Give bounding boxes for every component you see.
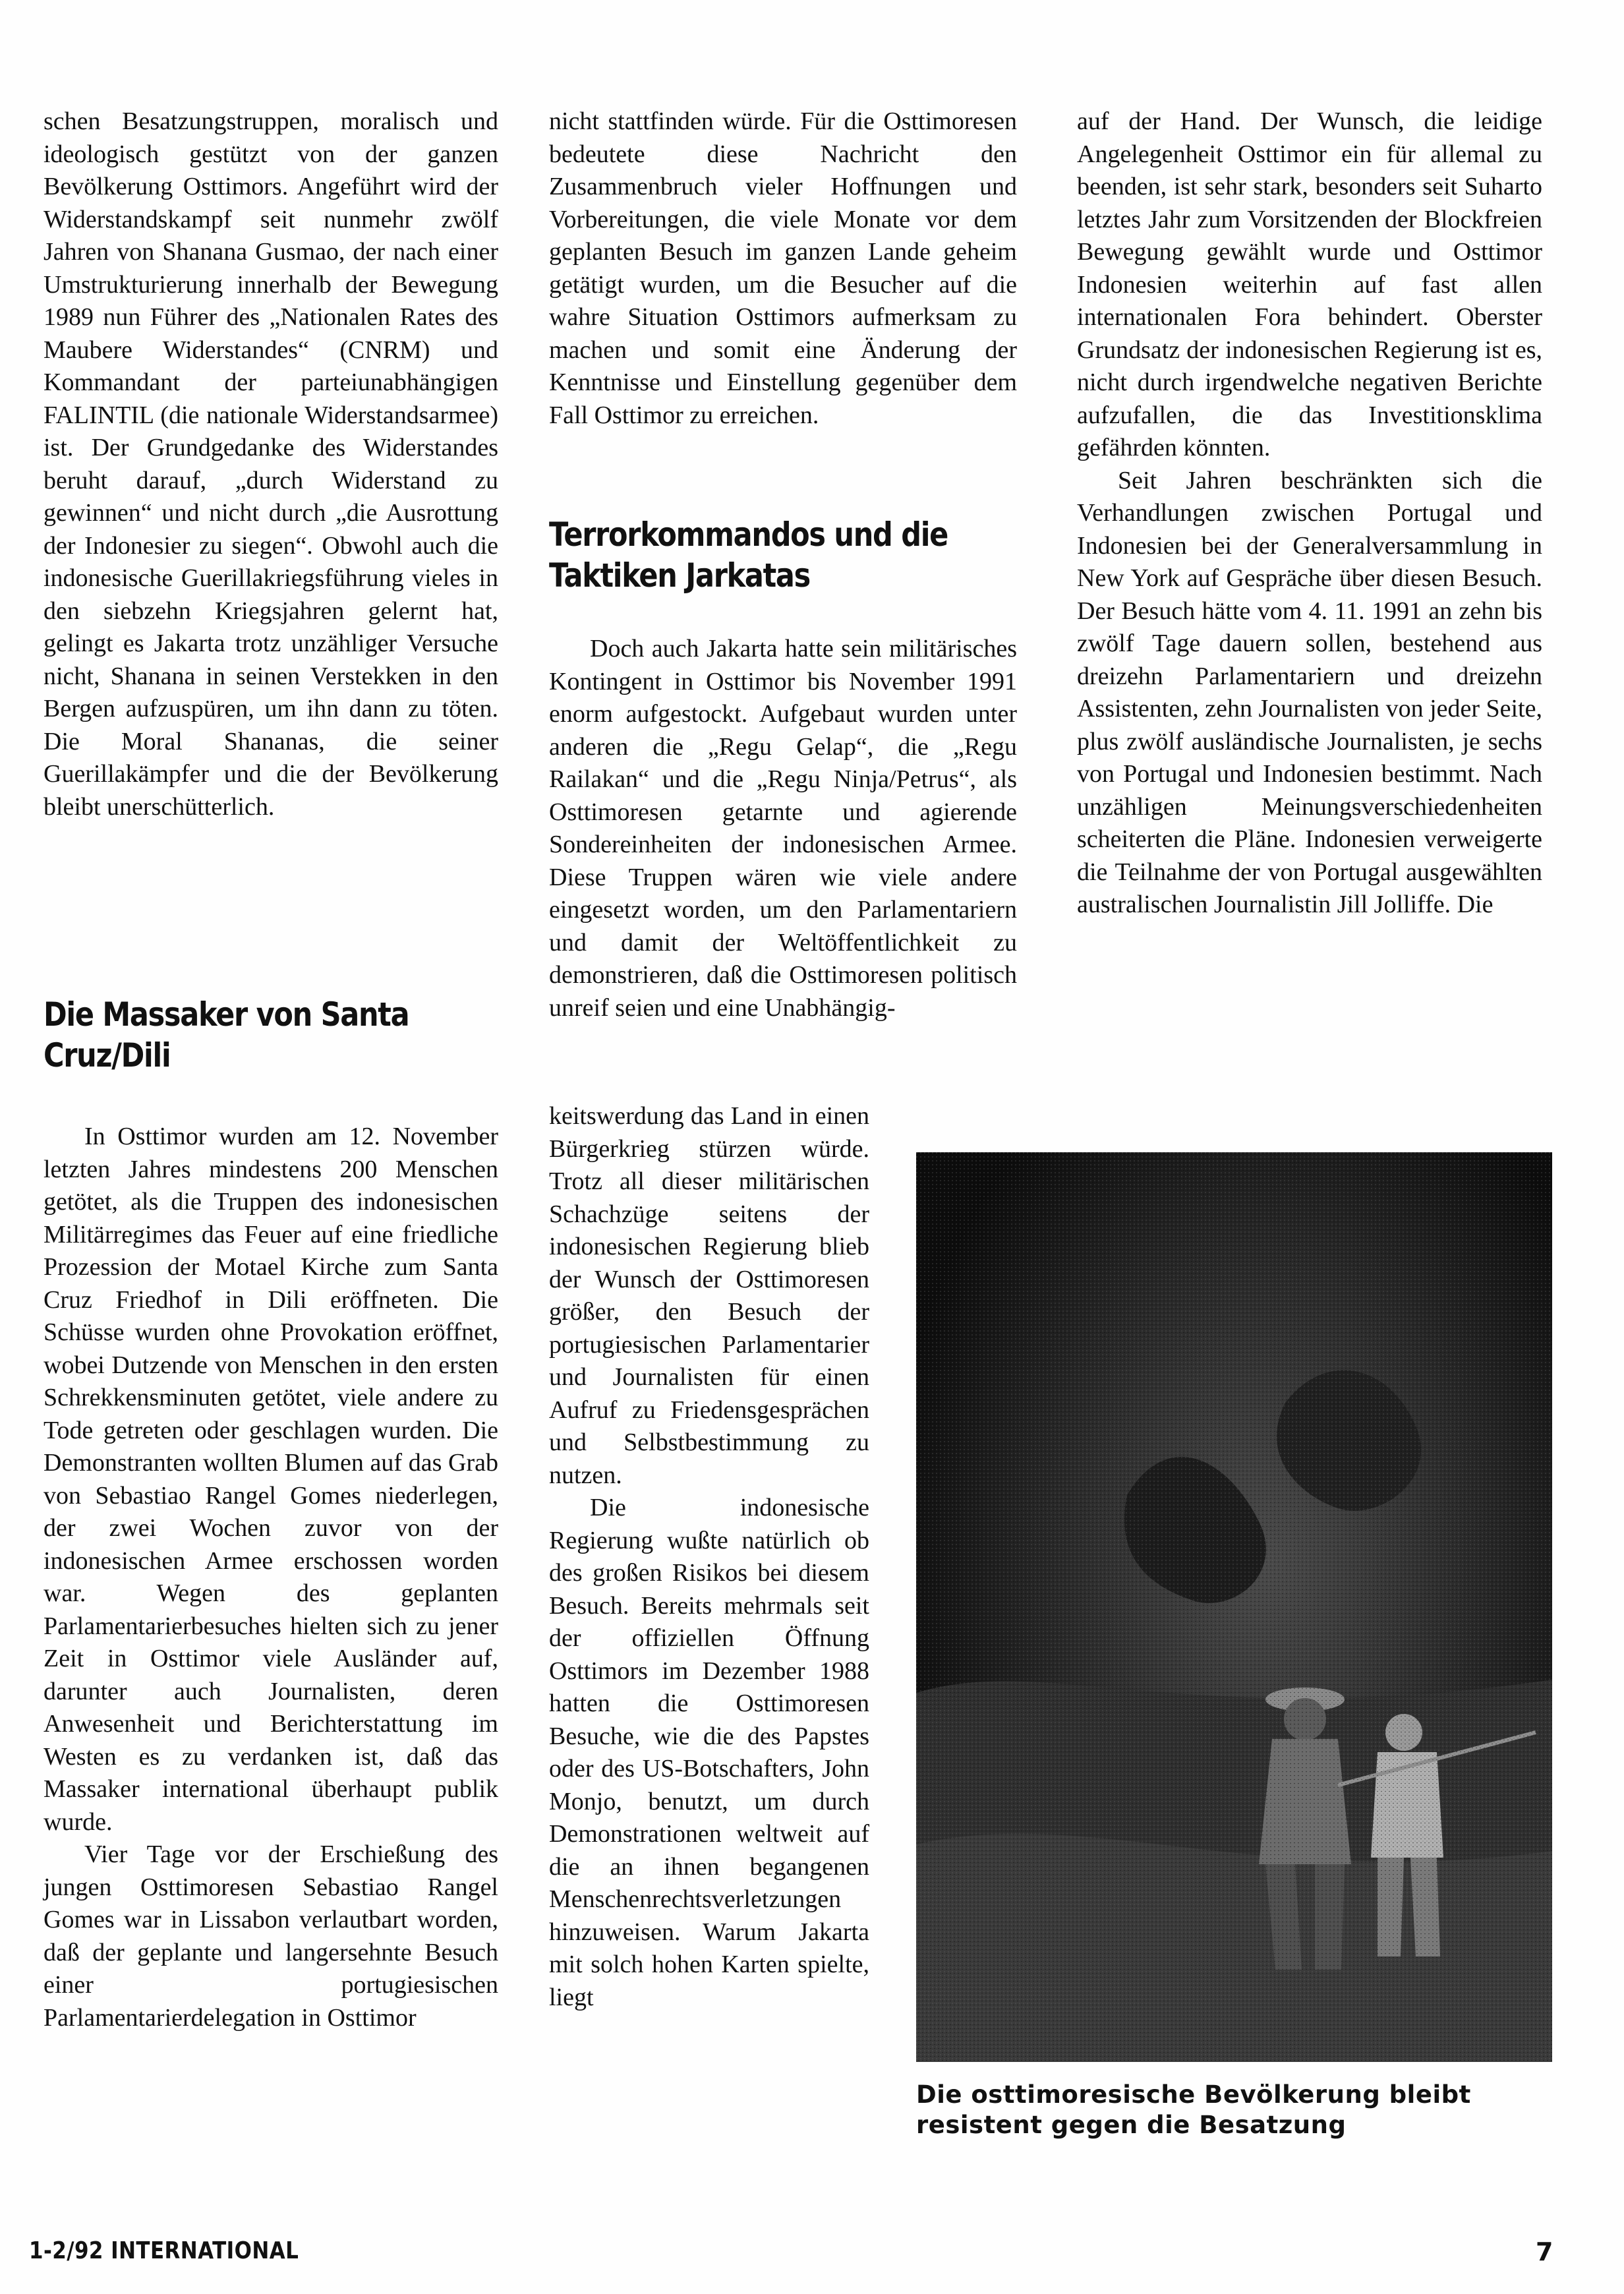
photo-caption: Die osttimoresische Bevölkerung bleibt resistent gegen die Besatzung [916, 2080, 1471, 2139]
column1-paragraph-visit: Vier Tage vor der Erschießung des jungen Osttimoresen Sebastiao Rangel Gomes war in Lissabon verlautbart worden, daß der geplante und langersehnte Besuch einer portugiesischen Parlamentarierdelegation in Osttimor [44, 1840, 498, 2032]
column3-paragraph-2: Seit Jahren beschränkten sich die Verhandlungen zwischen Portugal und Indonesien bei der Generalversammlung in New York auf Gespräche über diesen Besuch. Der Besuch hätte vom 4. 11. 1991 an zehn bis zwölf Tage dauern sollen, bestehend aus dreizehn Parlamentariern und dreizehn Assistenten, zehn Journalisten von jeder Seite, plus zwölf ausländische Journalisten, je sechs von Portugal und Indonesien bestimmt. Nach unzähligen Meinungsverschiedenheiten scheiterten die Pläne. Indonesien verweigerte die Teilnahme der von Portugal ausgewählten australischen Journalistin Jill Jolliffe. Die [1077, 466, 1543, 918]
article-column-3 [1077, 105, 1542, 922]
column2-paragraph-risk: Die indonesische Regierung wußte natürlich ob des großen Risikos bei diesem Besuch. Bereits mehrmals seit der offiziellen Öffnung Osttimors im Dezember 1988 hatten die Osttimoresen Besuche, wie die des Papstes oder des US-Botschafters, John Monjo, benutzt, um durch Demonstrationen weltweit auf die an ihnen begangenen Menschenrechtsverletzungen hinzuweisen. Warum Jakarta mit solch hohen Karten spielte, liegt [549, 1494, 869, 2011]
page-number: 7 [1536, 2237, 1553, 2266]
section-heading-massaker: Die Massaker von Santa Cruz/Dili [44, 995, 409, 1074]
article-column-2 [549, 105, 1017, 432]
section-heading-terror: Terrorkommandos und die Taktiken Jarkatas [549, 515, 948, 595]
column1-intro-paragraph: schen Besatzungstruppen, moralisch und ideologisch gestützt von der ganzen Bevölkerung Osttimors. Angeführt wird der Widerstandskampf seit nunmehr zwölf Jahren von Shanana Gusmao, der nach einer Umstrukturierung innerhalb der Bewegung 1989 nun Führer des „Nationalen Rates des Maubere Widerstandes“ (CNRM) und Kommandant der parteiunabhängigen FALINTIL (die nationale Widerstandsarmee) ist. Der Grundgedanke des Widerstandes beruht darauf, „durch Widerstand zu gewinnen“ und nicht durch „die Ausrottung der Indonesier zu siegen“. Obwohl auch die indonesische Guerillakriegsführung vieles in den siebzehn Kriegsjahren gelernt hat, gelingt es Jakarta trotz unzähliger Versuche nicht, Shanana in seinen Verstekken in den Bergen aufzuspüren, um ihn dann zu töten. Die Moral Shananas, die seiner Guerillakämpfer und die der Bevölkerung bleibt unerschütterlich. [44, 107, 498, 821]
issue-footer: 1-2/92 INTERNATIONAL [29, 2237, 299, 2264]
article-column-2-middle [549, 633, 1017, 1024]
article-column-1-lower [44, 1121, 498, 2034]
photo-illustration [916, 1152, 1552, 2062]
article-column-2-lower [549, 1100, 869, 2014]
column1-paragraph-massacre: In Osttimor wurden am 12. November letzten Jahres mindestens 200 Menschen getötet, als die Truppen des indonesischen Militärregimes das Feuer auf eine friedliche Prozession der Motael Kirche zum Santa Cruz Friedhof in Dili eröffneten. Die Schüsse wurden ohne Provokation eröffnet, wobei Dutzende von Menschen in den ersten Schrekkensminuten getötet, viele andere zu Tode getreten oder geschlagen wurden. Die Demonstranten wollten Blumen auf das Grab von Sebastiao Rangel Gomes niederlegen, der zwei Wochen zuvor von der indonesischen Armee erschossen worden war. Wegen des geplanten Parlamentarierbesuches hielten sich zu jener Zeit in Osttimor viele Ausländer auf, darunter auch Journalisten, deren Anwesenheit und Berichterstattung im Westen es zu verdanken ist, daß das Massaker international überhaupt publik wurde. [44, 1123, 498, 1836]
news-photo [916, 1152, 1552, 2062]
article-column-1 [44, 105, 498, 823]
column2-intro-paragraph: nicht stattfinden würde. Für die Osttimoresen bedeutete diese Nachricht den Zusammenbruch vieler Hoffnungen und Vorbereitungen, die viele Monate vor dem geplanten Besuch im ganzen Lande geheim getätigt wurden, um die Besucher auf die wahre Situation Osttimors aufmerksam zu machen und somit eine Änderung der Kenntnisse und Einstellung gegenüber dem Fall Osttimor zu erreichen. [549, 107, 1017, 429]
column3-paragraph-1: auf der Hand. Der Wunsch, die leidige Angelegenheit Osttimor ein für allemal zu beenden, ist sehr stark, besonders seit Suharto letztes Jahr zum Vorsitzenden der Blockfreien Bewegung gewählt wurde und Osttimor Indonesien weiterhin auf fast allen internationalen Fora behindert. Oberster Grundsatz der indonesischen Regierung ist es, nicht durch irgendwelche negativen Berichte aufzufallen, die das Investitionsklima gefährden könnten. [1077, 107, 1542, 461]
column2-paragraph-continued: keitswerdung das Land in einen Bürgerkrieg stürzen würde. Trotz all dieser militärischen Schachzüge seitens der indonesischen Regierung blieb der Wunsch der Osttimoresen größer, den Besuch der portugiesischen Parlamentarier und Journalisten für einen Aufruf zu Friedensgesprächen und Selbstbestimmung zu nutzen. [549, 1102, 869, 1489]
column2-paragraph-jakarta: Doch auch Jakarta hatte sein militärisches Kontingent in Osttimor bis November 1991 enorm aufgestockt. Aufgebaut wurden unter anderen die „Regu Gelap“, die „Regu Railakan“ und die „Regu Ninja/Petrus“, als Osttimoresen getarnte und agierende Sondereinheiten der indonesischen Armee. Diese Truppen wären wie viele andere eingesetzt worden, um den Parlamentariern und damit der Weltöffentlichkeit zu demonstrieren, daß die Osttimoresen politisch unreif seien und eine Unabhängig- [549, 635, 1017, 1022]
